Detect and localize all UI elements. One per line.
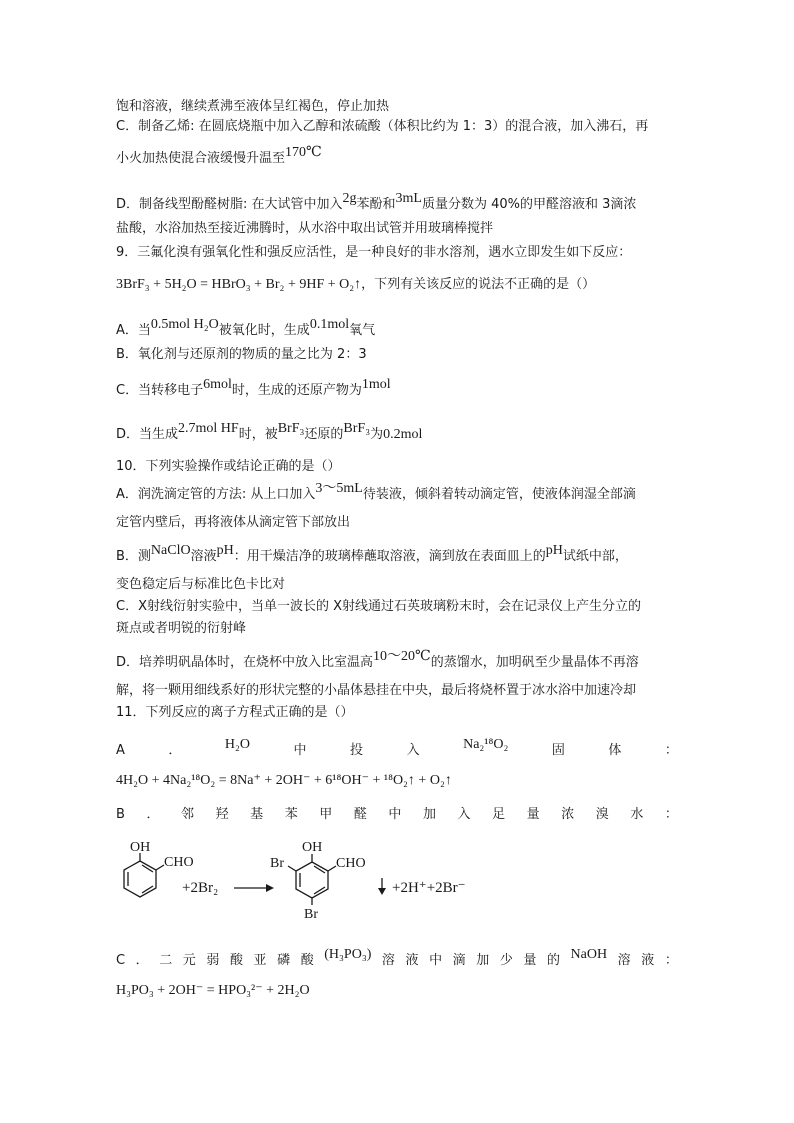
q11-b-p0: B [116, 807, 125, 822]
q9-a-t3: 氧气 [349, 323, 376, 338]
q10-a-t1: A．润洗滴定管的方法: 从上口加入 [116, 487, 316, 502]
q11-b-p11: 足 [492, 807, 506, 822]
q11-a-p4: 投 [350, 743, 364, 758]
q9-question: ，下列有关该反应的说法不正确的是（） [361, 277, 596, 292]
q11-c-p2: 二 [159, 953, 173, 968]
q10-stem: 10．下列实验操作或结论正确的是（） [116, 459, 341, 474]
q11-a-p1: ． [168, 743, 182, 758]
q11-b-p14: 溴 [595, 807, 609, 822]
q8-d-mass: 2g [342, 191, 357, 206]
q11-a-p5: 入 [406, 743, 420, 758]
q10-b-t4: 试纸中部， [562, 549, 628, 564]
q8-option-c-line1: C．制备乙烯: 在圆底烧瓶中加入乙醇和浓硫酸（体积比约为 1：3）的混合液，加入沸石，再 [116, 119, 649, 134]
q9-c-t2: 时，生成的还原产物为 [231, 383, 362, 398]
q11-c-p13: 滴 [452, 953, 466, 968]
q11-c-p16: 量 [523, 953, 537, 968]
q11-c-p0: C [116, 953, 126, 968]
q11-b-p5: 苯 [284, 807, 298, 822]
q11-a-p2: H₂O [224, 737, 251, 752]
q11-b-p9: 加 [422, 807, 436, 822]
reactant-cho-label: CHO [164, 855, 194, 870]
q10-b-ph2: pH [545, 543, 563, 558]
q9-d-brf3-a: BrF₃ [277, 421, 305, 436]
q11-c-p5: 酸 [229, 953, 243, 968]
q11-c-p21: ： [664, 953, 678, 968]
reactant-benzene-ring [124, 853, 164, 897]
q10-option-b-line1 [116, 543, 628, 566]
q11-b-p12: 量 [526, 807, 540, 822]
q11-option-c-line [116, 947, 678, 970]
q11-option-b-line [116, 806, 678, 824]
precipitate-arrow [378, 878, 386, 895]
q11-b-p8: 中 [388, 807, 402, 822]
product-br-bottom-label: Br [304, 907, 318, 922]
q11-c-p4: 弱 [206, 953, 220, 968]
q11-b-p6: 甲 [319, 807, 333, 822]
q9-a-amount2: 0.1mol [309, 317, 350, 332]
q11-c-p14: 加 [476, 953, 490, 968]
product-cho-label: CHO [336, 856, 366, 871]
q9-c-t1: C．当转移电子 [116, 383, 204, 398]
q10-a-volume: 3～5mL [315, 481, 363, 496]
q11-c-p15: 少 [499, 953, 513, 968]
q11-c-p11: 液 [405, 953, 419, 968]
q9-stem: 9．三氟化溴有强氧化性和强反应活性，是一种良好的非水溶剂，遇水立即发生如下反应： [116, 245, 632, 260]
byproducts-label: +2H⁺+2Br⁻ [392, 880, 466, 896]
q9-a-amount: 0.5mol H₂O [150, 317, 219, 332]
q9-a-t2: 被氧化时，生成 [218, 323, 310, 338]
q10-d-temp: 10～20℃ [373, 649, 431, 664]
q11-c-p3: 元 [182, 953, 196, 968]
q10-b-t2: 溶液 [190, 549, 217, 564]
q11-c-p6: 亚 [253, 953, 267, 968]
q10-option-d-line2: 解，将一颗用细线系好的形状完整的小晶体悬挂在中央，最后将烧杯置于冰水浴中加速冷却 [116, 683, 637, 698]
q10-b-ph: pH [216, 543, 234, 558]
q9-option-c [116, 377, 391, 400]
q10-option-d-line1 [116, 649, 639, 672]
q11-stem: 11．下列反应的离子方程式正确的是（） [116, 705, 354, 720]
product-oh-label: OH [302, 840, 323, 855]
q11-a-p0: A [116, 743, 125, 758]
product-benzene-ring [288, 854, 336, 905]
q10-option-c-line2: 斑点或者明锐的衍射峰 [116, 621, 247, 636]
q9-d-t3: 还原的 [304, 427, 344, 442]
q11-a-p7: 固 [551, 743, 565, 758]
q11-c-p10: 溶 [381, 953, 395, 968]
q8-d-t2: 苯酚和 [356, 197, 396, 212]
q11-b-p2: 邻 [181, 807, 195, 822]
q10-b-t1: B．测 [116, 549, 151, 564]
q11-a-p8: 体 [608, 743, 622, 758]
q8-d-t1: D．制备线型酚醛树脂: 在大试管中加入 [116, 197, 343, 212]
q11-b-reaction-scheme [116, 838, 516, 924]
q11-c-p8: 酸 [300, 953, 314, 968]
q10-b-t3: ：用干燥洁净的玻璃棒蘸取溶液，滴到放在表面皿上的 [233, 549, 546, 564]
q11-b-p4: 基 [250, 807, 264, 822]
product-br-left-label: Br [270, 856, 284, 871]
q11-b-p1: ． [146, 807, 160, 822]
q11-a-p3: 中 [293, 743, 307, 758]
q9-d-t1: D．当生成 [116, 427, 179, 442]
q8-option-d-line1 [116, 191, 637, 214]
q8-option-c-line2 [116, 145, 322, 168]
q8-c-temp: 170℃ [285, 145, 322, 160]
q10-b-naclo: NaClO [150, 543, 191, 558]
q9-option-b: B．氧化剂与还原剂的物质的量之比为 2：3 [116, 347, 367, 362]
q9-c-product: 1mol [361, 377, 391, 392]
q11-a-p6: Na₂¹⁸O₂ [463, 737, 509, 752]
q9-option-d [116, 421, 423, 444]
q9-equation: 3BrF₃ + 5H₂O = HBrO₃ + Br₂ + 9HF + O₂↑ [116, 277, 362, 292]
q11-a-equation: 4H₂O + 4Na₂¹⁸O₂ = 8Na⁺ + 2OH⁻ + 6¹⁸OH⁻ + ¹⁸O₂↑ + O₂↑ [116, 773, 452, 788]
q9-equation-line [116, 276, 595, 294]
q10-option-a-line2: 定管内壁后，再将液体从滴定管下部放出 [116, 515, 351, 530]
reactant-oh-label: OH [130, 840, 151, 855]
q11-c-equation: H₃PO₃ + 2OH⁻ = HPO₃²⁻ + 2H₂O [116, 983, 310, 998]
q11-c-p7: 磷 [277, 953, 291, 968]
reaction-arrow [234, 884, 274, 892]
q9-d-amount: 0.2mol [383, 427, 423, 442]
q9-d-hf: 2.7mol HF [178, 421, 239, 436]
q11-c-p1: ． [135, 953, 149, 968]
q9-d-t4: 为 [370, 427, 384, 442]
q10-option-c-line1: C．X射线衍射实验中，当单一波长的 X射线通过石英玻璃粉末时，会在记录仪上产生分立的 [116, 599, 642, 614]
q11-c-p20: 液 [641, 953, 655, 968]
q9-c-electrons: 6mol [203, 377, 232, 392]
q11-a-p9: ： [664, 743, 678, 758]
q8-option-d-line2: 盐酸，水浴加热至接近沸腾时，从水浴中取出试管并用玻璃棒搅拌 [116, 221, 494, 236]
q11-b-p16: ： [664, 807, 678, 822]
q10-a-t2: 待装液，倾斜着转动滴定管，使液体润湿全部滴 [362, 487, 636, 502]
q11-c-p12: 中 [429, 953, 443, 968]
q11-option-a-line [116, 737, 678, 760]
q11-c-p18: NaOH [570, 947, 608, 962]
q11-b-p7: 醛 [353, 807, 367, 822]
q10-option-a-line1 [116, 481, 636, 504]
q11-b-p15: 水 [630, 807, 644, 822]
q9-a-t1: A．当 [116, 323, 151, 338]
q10-d-t1: D．培养明矾晶体时，在烧杯中放入比室温高 [116, 655, 374, 670]
q11-b-p10: 入 [457, 807, 471, 822]
q8-d-volume: 3mL [395, 191, 422, 206]
q11-b-p3: 羟 [215, 807, 229, 822]
reagent-br2-label: +2Br₂ [182, 880, 219, 896]
q9-d-brf3-b: BrF₃ [343, 421, 371, 436]
q9-option-a [116, 317, 376, 340]
q11-c-p9: (H₃PO₃) [324, 947, 372, 962]
q10-option-b-line2: 变色稳定后与标准比色卡比对 [116, 577, 286, 592]
q10-d-t2: 的蒸馏水，加明矾至少量晶体不再溶 [430, 655, 639, 670]
q8-c-text: 小火加热使混合液缓慢升温至 [116, 151, 286, 166]
q11-b-p13: 浓 [561, 807, 575, 822]
q11-c-p19: 溶 [617, 953, 631, 968]
q8-b-continued: 饱和溶液，继续煮沸至液体呈红褐色，停止加热 [116, 99, 390, 114]
q11-c-p17: 的 [546, 953, 560, 968]
q9-d-t2: 时，被 [238, 427, 278, 442]
q8-d-t3: 质量分数为 40%的甲醛溶液和 3滴浓 [422, 197, 637, 212]
